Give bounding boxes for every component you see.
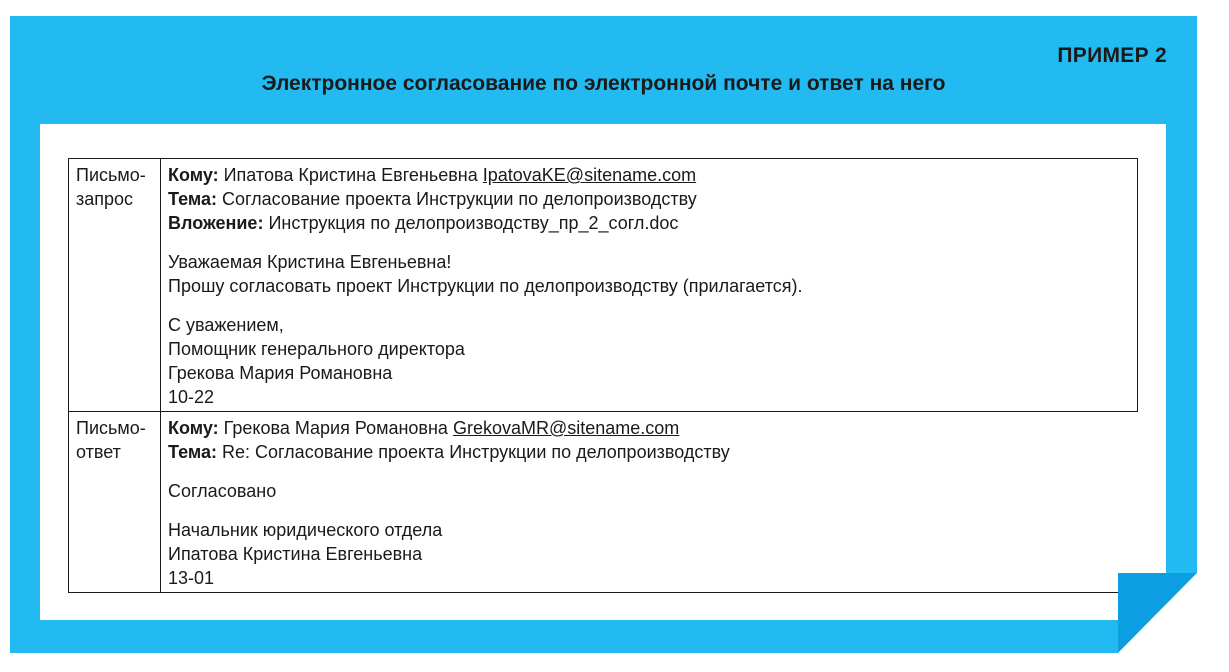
response-to-label: Кому: (168, 418, 219, 438)
request-sender-name: Грекова Мария Романовна (168, 363, 393, 383)
response-label-line1: Письмо- (76, 418, 146, 438)
response-label-line2: ответ (76, 442, 121, 462)
request-to-name: Ипатова Кристина Евгеньевна (223, 165, 478, 185)
document-panel (40, 124, 1166, 620)
request-body (161, 159, 1138, 412)
page-fold-corner (1118, 573, 1197, 653)
request-attachment: Инструкция по делопроизводству_пр_2_согл.doc (268, 213, 679, 233)
request-row (69, 159, 1138, 412)
request-subject-label: Тема: (168, 189, 217, 209)
response-label (69, 412, 161, 593)
response-sender-position: Начальник юридического отдела (168, 520, 443, 540)
response-subject: Re: Согласование проекта Инструкции по делопроизводству (221, 442, 730, 462)
request-sender-position: Помощник генерального директора (168, 339, 465, 359)
request-greeting: Уважаемая Кристина Евгеньевна! (168, 252, 452, 272)
request-attachment-line (168, 211, 1130, 235)
response-sender-phone: 13-01 (168, 568, 215, 588)
example-label: ПРИМЕР 2 (1057, 44, 1167, 67)
response-row (69, 412, 1138, 593)
response-subject-line (168, 440, 1130, 464)
email-table (68, 158, 1138, 593)
request-attachment-label: Вложение: (168, 213, 264, 233)
request-subject: Согласование проекта Инструкции по делопроизводству (221, 189, 697, 209)
request-to-label: Кому: (168, 165, 219, 185)
response-subject-label: Тема: (168, 442, 217, 462)
request-to-line (168, 163, 1130, 187)
example-frame (10, 16, 1197, 653)
request-closing: С уважением, (168, 315, 284, 335)
request-sender-phone: 10-22 (168, 387, 215, 407)
response-to-email-link[interactable]: GrekovaMR@sitename.com (452, 418, 680, 438)
request-label-line2: запрос (76, 189, 134, 209)
response-to-line (168, 416, 1130, 440)
response-message: Согласовано (168, 481, 277, 501)
request-label (69, 159, 161, 412)
request-label-line1: Письмо- (76, 165, 146, 185)
response-body (161, 412, 1138, 593)
request-to-email-link[interactable]: IpatovaKE@sitename.com (482, 165, 697, 185)
request-message: Прошу согласовать проект Инструкции по делопроизводству (прилагается). (168, 276, 803, 296)
request-subject-line (168, 187, 1130, 211)
response-sender-name: Ипатова Кристина Евгеньевна (168, 544, 423, 564)
page-title: Электронное согласование по электронной почте и ответ на него (261, 72, 946, 95)
response-to-name: Грекова Мария Романовна (223, 418, 448, 438)
